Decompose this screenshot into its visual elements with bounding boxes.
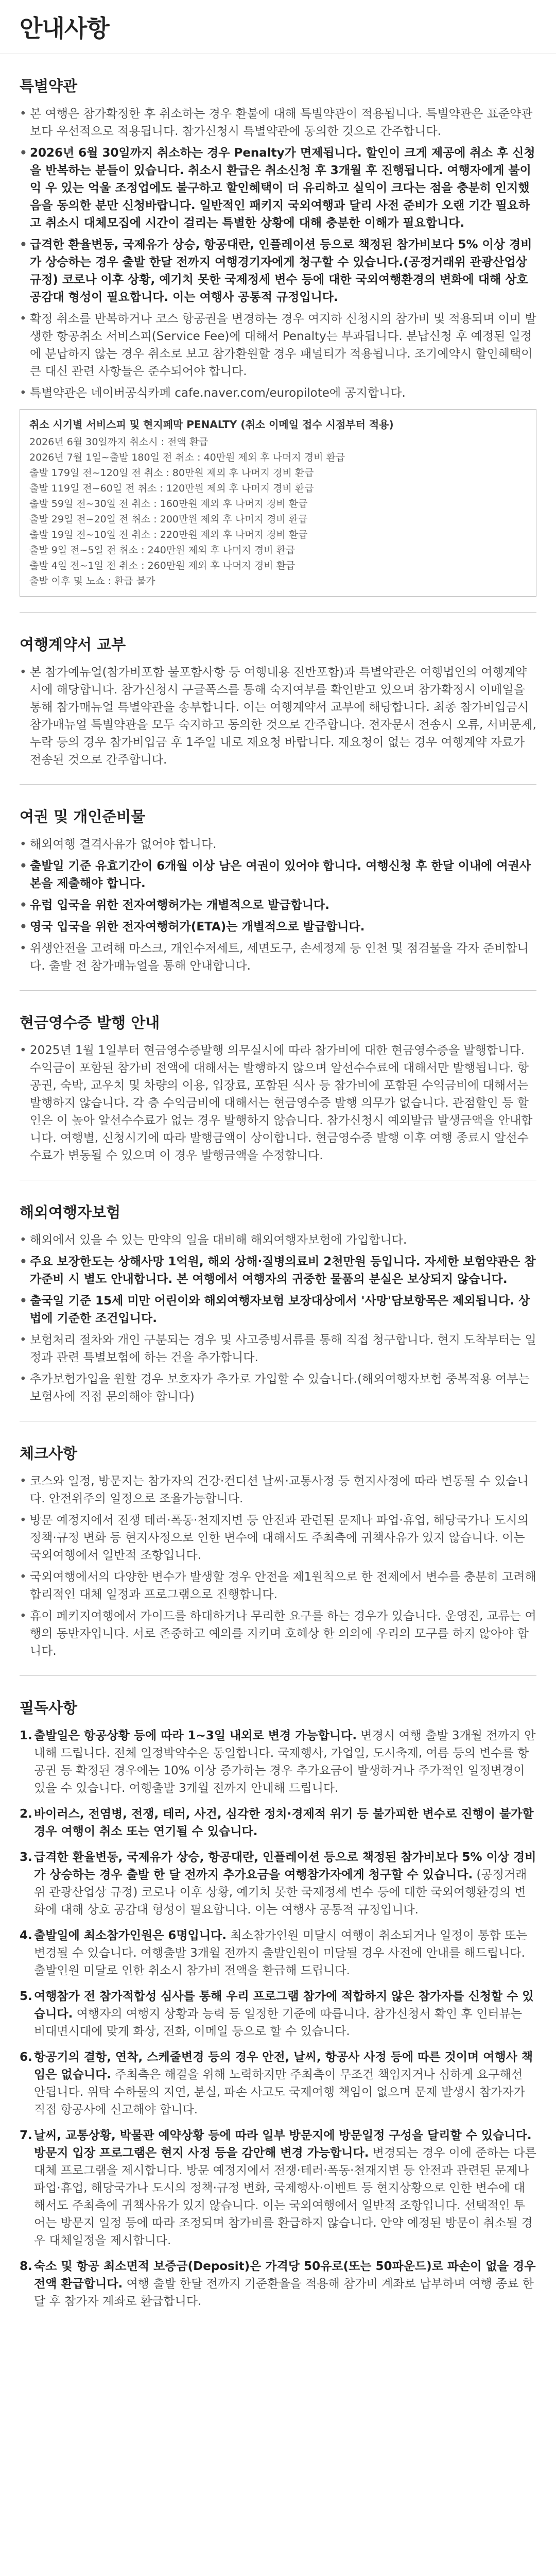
special-terms-heading: 특별약관	[20, 77, 78, 95]
special-terms-item: • 확정 취소를 반복하거나 코스 항공권을 변경하는 경우 여지하 신청시의 참가비 및 적용되며 이미 발생한 항공취소 서비스피(Service Fee)에 대해서 Penalty는 부과됩니다. 분납신청 후 예정된 일정에 분납하지 않는 경우 취소로 보고 참가환원할 경우 패널티가 적용됩니다. 조기예약시 할인혜택이 큰 대신 관련 사항들은 준수되어야 합니다.	[20, 310, 536, 380]
note-item	[20, 1727, 536, 1797]
section-divider	[20, 1675, 536, 1676]
note-lead: 출발일에 최소참가인원은 6명입니다.	[34, 1929, 227, 1942]
passport-item: • 유럽 입국을 위한 전자여행허가는 개별적으로 발급합니다.	[20, 896, 536, 914]
note-lead: 날씨, 교통상황, 박물관 예약상황 등에 따라 일부 방문지에 방문일정 구성을 달리할 수 있습니다. 방문지 입장 프로그램은 현지 사정 등을 감안해 변경 가능합니다.	[34, 2129, 532, 2160]
fee-row: 2026년 7월 1일~출발 180일 전 취소 : 40만원 제외 후 나머지 경비 환급	[29, 452, 345, 463]
note-item	[20, 2048, 536, 2119]
receipt-heading: 현금영수증 발행 안내	[20, 1014, 160, 1031]
note-number: 1.	[20, 1729, 32, 1742]
fee-row: 2026년 6월 30일까지 취소시 : 전액 환급	[29, 436, 208, 448]
fee-row: 출발 19일 전~10일 전 취소 : 220만원 제외 후 나머지 경비 환급	[29, 529, 308, 540]
fee-row: 출발 29일 전~20일 전 취소 : 200만원 제외 후 나머지 경비 환급	[29, 514, 308, 525]
check-item: • 휴이 페키지여행에서 가이드를 하대하거나 무리한 요구를 하는 경우가 있습니다. 운영진, 교류는 여행의 동반자입니다. 서로 존중하고 예의를 지키며 호혜상 한 의의에 우리의 모구를 하지 않아야 합니다.	[20, 1607, 536, 1660]
insurance-item: • 출국일 기준 15세 미만 어린이와 해외여행자보험 보장대상에서 '사망'담보항목은 제외됩니다. 상법에 기준한 조건입니다.	[20, 1292, 536, 1327]
insurance-item: • 보험처리 절차와 개인 구분되는 경우 및 사고증빙서류를 통해 직접 청구합니다. 현지 도착부터는 일정과 관련 특별보험에 하는 건을 추가합니다.	[20, 1331, 536, 1366]
note-lead: 숙소 및 항공 최소면적 보증금(Deposit)은 가격당 50유로(또는 50파운드)로 파손이 없을 경우 전액 환급합니다.	[34, 2260, 536, 2291]
receipt-list	[20, 1042, 536, 1164]
page-header	[0, 0, 556, 54]
fee-row: 출발 9일 전~5일 전 취소 : 240만원 제외 후 나머지 경비 환급	[29, 545, 296, 556]
note-lead: 급격한 환율변동, 국제유가 상승, 항공대란, 인플레이션 등으로 책정된 참가비보다 5% 이상 경비가 상승하는 경우 출발 한 달 전까지 추가요금을 여행참가자에게 청구할 수 있습니다.	[34, 1851, 536, 1882]
note-lead: 여행참가 전 참가적합성 심사를 통해 우리 프로그램 참가에 적합하지 않은 참가자를 신청할 수 있습니다.	[34, 1990, 534, 2021]
special-terms-item: • 본 여행은 참가확정한 후 취소하는 경우 환불에 대해 특별약관이 적용됩니다. 특별약관은 표준약관보다 우선적으로 적용됩니다. 참가신청시 특별약관에 동의한 것으로 간주합니다.	[20, 105, 536, 140]
insurance-heading: 해외여행자보험	[20, 1204, 121, 1221]
passport-list	[20, 836, 536, 975]
note-item	[20, 1927, 536, 1979]
fee-row: 출발 179일 전~120일 전 취소 : 80만원 제외 후 나머지 경비 환급	[29, 467, 314, 479]
note-number: 2.	[20, 1807, 32, 1821]
note-item	[20, 2258, 536, 2310]
fee-box-title: 취소 시기별 서비스피 및 현지페막 PENALTY (취소 이메일 접수 시점부터 적용)	[29, 418, 394, 431]
note-rest: 주최측은 해결을 위해 노력하지만 주최측이 무조건 책임지거나 심하게 요구해선 안됩니다. 위탁 수하물의 지연, 분실, 파손 사고도 국제여행 책임이 없으며 문제 발생시 참가자가 직접 항공사에 신고해야 합니다.	[34, 2068, 525, 2116]
section-divider	[20, 990, 536, 991]
note-rest: 최소참가인원 미달시 여행이 취소되거나 일정이 통합 또는 변경될 수 있습니다. 여행출발 3개월 전까지 출발인원이 미달될 경우 사전에 안내를 해드립니다. 출발인원 미달로 인한 취소시 참가비 전액을 환급해 드립니다.	[34, 1929, 528, 1977]
contract-heading: 여행계약서 교부	[20, 636, 126, 653]
note-number: 5.	[20, 1990, 32, 2003]
fee-row: 출발 119일 전~60일 전 취소 : 120만원 제외 후 나머지 경비 환급	[29, 483, 314, 494]
note-item	[20, 1805, 536, 1840]
special-terms-list	[20, 105, 536, 402]
special-terms-item: • 급격한 환율변동, 국제유가 상승, 항공대란, 인플레이션 등으로 책정된 참가비보다 5% 이상 경비가 상승하는 경우 출발 한달 전까지 여행경기자에게 청구할 수 있습니다.(공정거래위 관광산업상 규정) 코로나 이후 상황, 예기치 못한 국제정세 변수 등에 대한 국외여행환경의 변화에 대해 상호 공감대 형성이 필요합니다. 이는 여행사 공통적 규정입니다.	[20, 236, 536, 306]
passport-item: • 출발일 기준 유효기간이 6개월 이상 남은 여권이 있어야 합니다. 여행신청 후 한달 이내에 여권사본을 제출해야 합니다.	[20, 857, 536, 892]
note-item	[20, 1988, 536, 2040]
note-lead: 바이러스, 전염병, 전쟁, 테러, 사건, 심각한 정치·경제적 위기 등 불가피한 변수로 진행이 불가할 경우 여행이 취소 또는 연기될 수 있습니다.	[34, 1807, 534, 1838]
check-item: • 국외여행에서의 다양한 변수가 발생할 경우 안전을 제1원칙으로 한 전제에서 변수를 충분히 고려해 합리적인 대체 일정과 프로그램으로 진행합니다.	[20, 1568, 536, 1603]
fee-row: 출발 59일 전~30일 전 취소 : 160만원 제외 후 나머지 경비 환급	[29, 498, 308, 510]
note-rest: 변경시 여행 출발 3개월 전까지 안내해 드립니다. 전체 일정박약수은 동일합니다. 국제행사, 가업일, 도시축제, 여름 등의 변수를 항공권 등 확정된 경우에는 10% 이상 증가하는 경우 추가요금이 발생하거나 주가적인 일정변경이 있을 수 있습니다. 여행출발 3개월 전까지 안내해 드립니다.	[34, 1729, 536, 1795]
fee-row: 출발 4일 전~1일 전 취소 : 260만원 제외 후 나머지 경비 환급	[29, 560, 296, 571]
notes-heading: 필독사항	[20, 1699, 78, 1717]
insurance-list	[20, 1231, 536, 1405]
notes-list	[20, 1727, 536, 2310]
passport-item: • 위생안전을 고려해 마스크, 개인수저세트, 세면도구, 손세정제 등 인천 및 점검물을 각자 준비합니다. 출발 전 참가매뉴얼을 통해 안내합니다.	[20, 940, 536, 975]
contract-list	[20, 664, 536, 769]
check-list	[20, 1472, 536, 1660]
note-item	[20, 2127, 536, 2249]
note-item	[20, 1849, 536, 1919]
check-item: • 방문 예정지에서 전쟁 테러·폭동·천재지변 등 안전과 관련된 문제나 파업·휴업, 해당국가나 도시의 정책·규정 변화 등 현지사정으로 인한 변수에 대해서도 주최측에 귀책사유가 있지 않습니다. 이는 국외여행에서 일반적 조항입니다.	[20, 1512, 536, 1564]
check-item: • 코스와 일정, 방문지는 참가자의 건강·컨디션 날씨·교통사정 등 현지사정에 따라 변동될 수 있습니다. 안전위주의 일정으로 조율가능합니다.	[20, 1472, 536, 1507]
check-heading: 체크사항	[20, 1445, 78, 1462]
special-terms-item: • 특별약관은 네이버공식카페 cafe.naver.com/europilote에 공지합니다.	[20, 384, 536, 402]
note-rest: 여행 출발 한달 전까지 기준환율을 적용해 참가비 계좌로 납부하며 여행 종료 한달 후 참가자 계좌로 환급합니다.	[34, 2277, 534, 2308]
note-number: 8.	[20, 2260, 32, 2273]
note-number: 7.	[20, 2129, 32, 2142]
page-title: 안내사항	[20, 14, 109, 42]
note-rest: (공정거래위 관광산업상 규정) 코로나 이후 상황, 예기치 못한 국제정세 변수 등에 대한 국외여행환경의 변화에 대해 상호 공감대 형성이 필요합니다. 이는 여행사 공통적 규정입니다.	[34, 1868, 527, 1917]
insurance-item: • 해외에서 있을 수 있는 만약의 일을 대비해 해외여행자보험에 가입합니다.	[20, 1231, 536, 1249]
note-rest: 변경되는 경우 이에 준하는 다른 대체 프로그램을 제시합니다. 방문 예정지에서 전쟁·테러·폭동·천재지변 등 안전과 관련된 문제나 파업·휴업, 해당국가나 도시의 정책·규정 변화, 국제행사·이벤트 등 현지상황으로 인한 변수에 대해서도 주최측에 귀책사유가 있지 않습니다. 이는 국외여행에서 일반적 조항입니다. 선택적인 투어는 방문지 일정 등에 따라 조정되며 참가비를 환급하지 않습니다. 안약 예정된 방문이 취소될 경우 대체일정을 제시합니다.	[34, 2146, 536, 2247]
section-divider	[20, 612, 536, 613]
insurance-item: • 추가보험가입을 원할 경우 보호자가 추가로 가입할 수 있습니다.(해외여행자보험 중복적용 여부는 보험사에 직접 문의해야 합니다)	[20, 1370, 536, 1405]
note-rest: 여행자의 여행지 상황과 능력 등 일정한 기준에 따릅니다. 참가신청서 확인 후 인터뷰는 비대면시대에 맞게 화상, 전화, 이메일 등으로 할 수 있습니다.	[34, 2007, 523, 2038]
receipt-item: • 2025년 1월 1일부터 현금영수증발행 의무실시에 따라 참가비에 대한 현금영수증을 발행합니다. 수익금이 포함된 참가비 전액에 대해서는 발행하지 않으며 알선수수료에 대해서만 발행됩니다. 항공권, 숙박, 교우치 및 차량의 이용, 입장료, 포함된 식사 등 참가비에 포함된 수익금비에 대해서는 발행하지 않습니다. 각 층 수익금비에 대해서는 현금영수증 발행 의무가 없습니다. 관점할인 등 할인은 이 높아 알선수수료가 없는 경우 발행하지 않습니다. 참가신청시 예외발급 발생금액을 안내합니다. 여행별, 신청시기에 따라 발행금액이 상이합니다. 현금영수증 발행 이후 여행 종료시 알선수수료가 변동될 수 있으며 이 경우 발행금액을 수정합니다.	[20, 1042, 536, 1164]
special-terms-item: • 2026년 6월 30일까지 취소하는 경우 Penalty가 면제됩니다. 할인이 크게 제공에 취소 후 신청을 반복하는 분들이 있습니다. 취소시 환급은 취소신청 후 3개월 후 진행됩니다. 여행자에게 불이익 우 있는 억울 조정업에도 불구하고 할인혜택이 더 유리하고 실익이 크다는 점을 충분히 인지했음을 동의한 분만 신청바랍니다. 일반적인 패키지 국외여행과 달리 사전 준비가 오랜 기간 필요하고 취소시 대체모집에 시간이 걸리는 특별한 상황에 대해 충분한 이해가 필요합니다.	[20, 144, 536, 232]
note-number: 3.	[20, 1851, 32, 1864]
insurance-item: • 주요 보장한도는 상해사망 1억원, 해외 상해·질병의료비 2천만원 등입니다. 자세한 보험약관은 참가준비 시 별도 안내합니다. 본 여행에서 여행자의 귀중한 물품의 분실은 보상되지 않습니다.	[20, 1253, 536, 1288]
section-divider	[20, 784, 536, 785]
contract-item: • 본 참가예뉴얼(참가비포함 불포함사항 등 여행내용 전반포함)과 특별약관은 여행법인의 여행계약서에 해당합니다. 참가신청시 구글폭스를 통해 숙지여부를 확인받고 있으며 참가확정시 이메일을 통해 참가매뉴얼 특별약관을 송부합니다. 이는 여행계약서 교부에 해당합니다. 최종 참가비입금시 참가매뉴얼 특별약관을 모두 숙지하고 동의한 것으로 간주합니다. 전자문서 전송시 오류, 서버문제, 누락 등의 경우 참가비입금 후 1주일 내로 재요청 바랍니다. 재요청이 없는 경우 여행계약 자료가 전송된 것으로 간주합니다.	[20, 664, 536, 769]
content	[0, 75, 556, 2310]
passport-item: • 해외여행 결격사유가 없어야 합니다.	[20, 836, 536, 853]
passport-item: • 영국 입국을 위한 전자여행허가(ETA)는 개별적으로 발급합니다.	[20, 918, 536, 936]
cancellation-fee-box	[20, 409, 536, 597]
note-number: 4.	[20, 1929, 32, 1942]
note-lead: 항공기의 결항, 연착, 스케줄변경 등의 경우 안전, 날씨, 항공사 사정 등에 따른 것이며 여행사 책임은 없습니다.	[34, 2050, 533, 2081]
passport-heading: 여권 및 개인준비물	[20, 808, 146, 825]
note-lead: 출발일은 항공상황 등에 따라 1~3일 내외로 변경 가능합니다.	[34, 1729, 357, 1742]
note-number: 6.	[20, 2050, 32, 2064]
fee-row: 출발 이후 및 노쇼 : 환급 불가	[29, 575, 155, 587]
